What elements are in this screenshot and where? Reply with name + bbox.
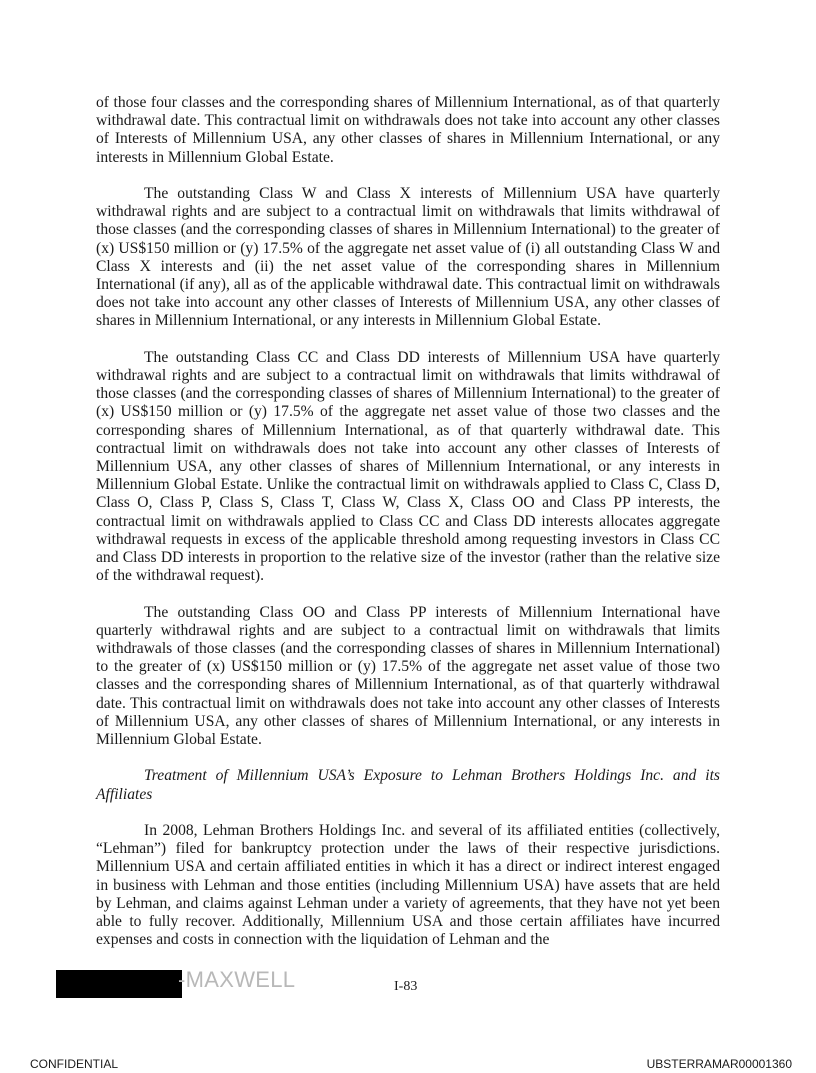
section-heading: Treatment of Millennium USA’s Exposure to Lehman Brothers Holdings Inc. and its Affiliates: [96, 767, 720, 803]
body-paragraph: In 2008, Lehman Brothers Holdings Inc. and several of its affiliated entities (collectively, “Lehman”) filed for bankruptcy protection under the laws of their respective jurisdictions. Millennium USA and certain affiliated entities in which it has a direct or indirect interest engaged in business with Lehman and those entities (including Millennium USA) have assets that are held by Lehman, and claims against Lehman under a variety of agreements, that they have not yet been able to fully recover. Additionally, Millennium USA and those certain affiliates have incurred expenses and costs in connection with the liquidation of Lehman and the: [96, 822, 720, 949]
redaction-block: [56, 970, 182, 998]
body-paragraph: The outstanding Class W and Class X interests of Millennium USA have quarterly withdrawal rights and are subject to a contractual limit on withdrawals that limits withdrawal of those classes (and the corresponding classes of shares in Millennium International) to the greater of (x) US$150 million or (y) 17.5% of the aggregate net asset value of (i) all outstanding Class W and Class X interests and (ii) the net asset value of the corresponding shares in Millennium International (if any), all as of the applicable withdrawal date. This contractual limit on withdrawals does not take into account any other classes of Interests of Millennium USA, any other classes of shares in Millennium International, or any interests in Millennium Global Estate.: [96, 185, 720, 330]
body-paragraph: The outstanding Class OO and Class PP interests of Millennium International have quarterly withdrawal rights and are subject to a contractual limit on withdrawals that limits withdrawals of those classes (and the corresponding classes of shares in Millennium International) to the greater of (x) US$150 million or (y) 17.5% of the aggregate net asset value of those two classes and the corresponding shares of Millennium International, as of that quarterly withdrawal date. This contractual limit on withdrawals does not take into account any other classes of Interests of Millennium USA, any other classes of shares of Millennium International, or any interests in Millennium Global Estate.: [96, 603, 720, 749]
document-body: [96, 94, 720, 968]
body-paragraph: The outstanding Class CC and Class DD interests of Millennium USA have quarterly withdrawal rights and are subject to a contractual limit on withdrawals that limits withdrawal of those classes (and the corresponding classes of shares of Millennium International) to the greater of (x) US$150 million or (y) 17.5% of the aggregate net asset value of those two classes and the corresponding shares of Millennium International, as of that quarterly withdrawal date. This contractual limit on withdrawals does not take into account any other classes of Interests of Millennium USA, any other classes of shares of Millennium International, or any interests in Millennium Global Estate. Unlike the contractual limit on withdrawals applied to Class C, Class D, Class O, Class P, Class S, Class T, Class W, Class X, Class OO and Class PP interests, the contractual limit on withdrawals applied to Class CC and Class DD interests allocates aggregate withdrawal requests in excess of the applicable threshold among requesting investors in Class CC and Class DD interests in proportion to the relative size of the investor (rather than the relative size of the withdrawal request).: [96, 348, 720, 585]
body-paragraph: of those four classes and the corresponding shares of Millennium International, as of that quarterly withdrawal date. This contractual limit on withdrawals does not take into account any other classes of Interests of Millennium USA, any other classes of shares in Millennium International, or any interests in Millennium Global Estate.: [96, 94, 720, 166]
confidential-label: CONFIDENTIAL: [30, 1057, 119, 1071]
bates-number: UBSTERRAMAR00001360: [646, 1057, 792, 1071]
page-number: I-83: [394, 979, 418, 994]
production-stamp: -MAXWELL: [178, 967, 296, 992]
